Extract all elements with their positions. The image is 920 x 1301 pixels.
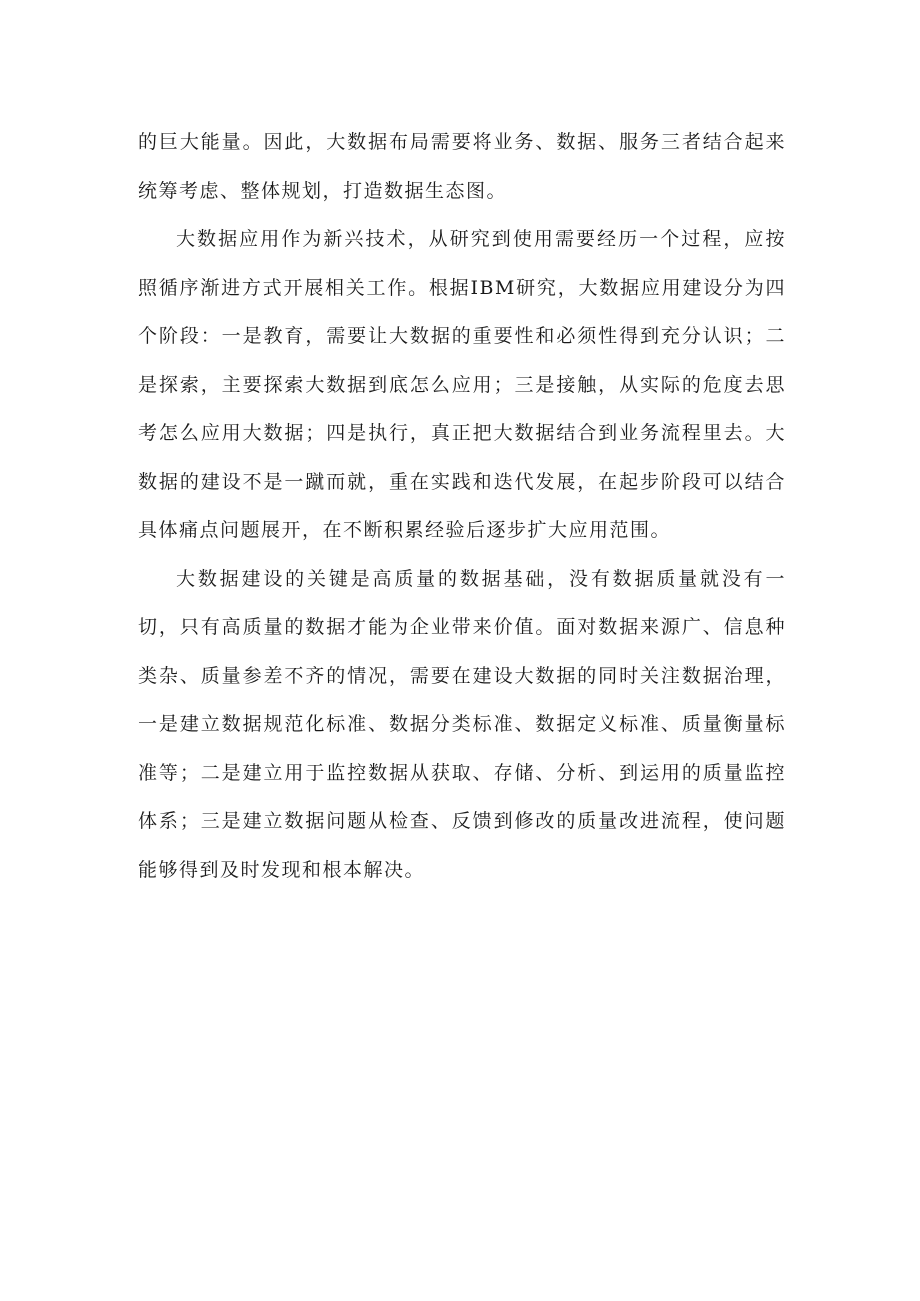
paragraph-big-data-application-stages: 大数据应用作为新兴技术，从研究到使用需要经历一个过程，应按照循序渐进方式开展相关工作。根据IBM研究，大数据应用建设分为四个阶段：一是教育，需要让大数据的重要性和必须性得到充分认识；二是探索，主要探索大数据到底怎么应用；三是接触，从实际的危度去思考怎么应用大数据；四是执行，真正把大数据结合到业务流程里去。大数据的建设不是一蹴而就，重在实践和迭代发展，在起步阶段可以结合具体痛点问题展开，在不断积累经验后逐步扩大应用范围。 [138, 228, 786, 541]
paragraph-data-quality-governance: 大数据建设的关键是高质量的数据基础，没有数据质量就没有一切，只有高质量的数据才能为企业带来价值。面对数据来源广、信息种类杂、质量参差不齐的情况，需要在建设大数据的同时关注数据治理，一是建立数据规范化标准、数据分类标准、数据定义标准、质量衡量标准等；二是建立用于监控数据从获取、存储、分析、到运用的质量监控体系；三是建立数据问题从检查、反馈到修改的质量改进流程，使问题能够得到及时发现和根本解决。 [138, 567, 786, 881]
paragraph-continuation: 的巨大能量。因此，大数据布局需要将业务、数据、服务三者结合起来统筹考虑、整体规划，打造数据生态图。 [138, 131, 786, 202]
document-body [138, 118, 786, 894]
